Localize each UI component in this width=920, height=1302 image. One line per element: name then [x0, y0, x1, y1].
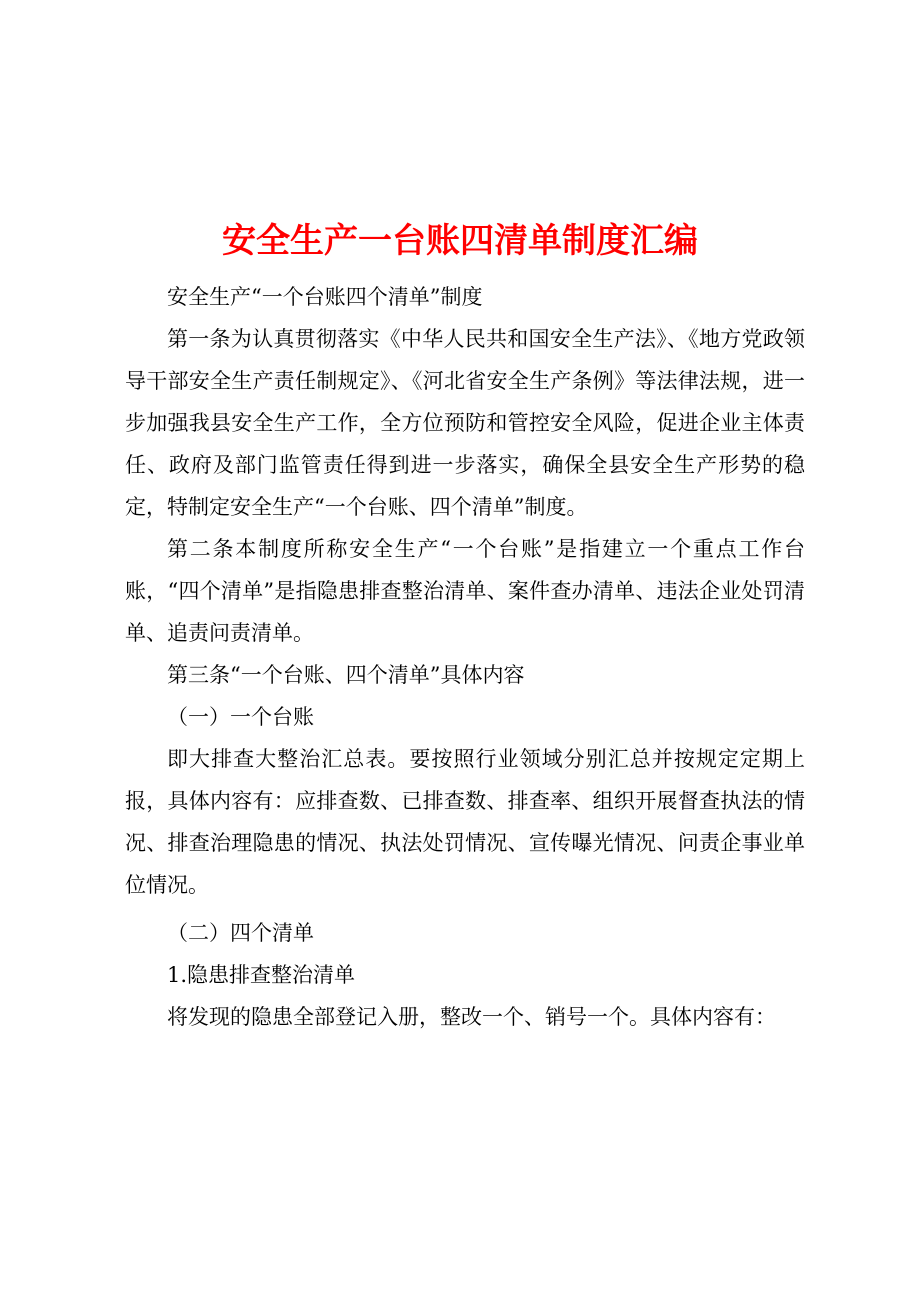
paragraph-section-1: （一）一个台账 — [167, 705, 314, 729]
paragraph-ledger-content: 即大排查大整治汇总表。要按照行业领域分别汇总并按规定定期上报，具体内容有：应排查数、已排查数、排查率、组织开展督查执法的情况、排查治理隐患的情况、执法处罚情况、宣传曝光情况、问责企事业单位情况。 — [125, 747, 805, 897]
paragraph-article-3: 第三条“一个台账、四个清单”具体内容 — [167, 663, 525, 687]
paragraph-article-1: 第一条为认真贯彻落实《中华人民共和国安全生产法》、《地方党政领导干部安全生产责任制规定》、《河北省安全生产条例》等法律法规，进一步加强我县安全生产工作，全方位预防和管控安全风险，促进企业主体责任、政府及部门监管责任得到进一步落实，确保全县安全生产形势的稳定，特制定安全生产“一个台账、四个清单”制度。 — [125, 327, 805, 519]
paragraph-heading: 安全生产“一个台账四个清单”制度 — [167, 285, 483, 309]
paragraph-article-2: 第二条本制度所称安全生产“一个台账”是指建立一个重点工作台账，“四个清单”是指隐患排查整治清单、案件查办清单、违法企业处罚清单、追责问责清单。 — [125, 537, 805, 645]
document-body — [125, 276, 805, 1038]
paragraph-list-1: 1.隐患排查整治清单 — [167, 963, 356, 987]
document-title: 安全生产一台账四清单制度汇编 — [222, 220, 698, 261]
paragraph-section-2: （二）四个清单 — [167, 921, 314, 945]
paragraph-list-1-content: 将发现的隐患全部登记入册，整改一个、销号一个。具体内容有： — [167, 1005, 776, 1029]
